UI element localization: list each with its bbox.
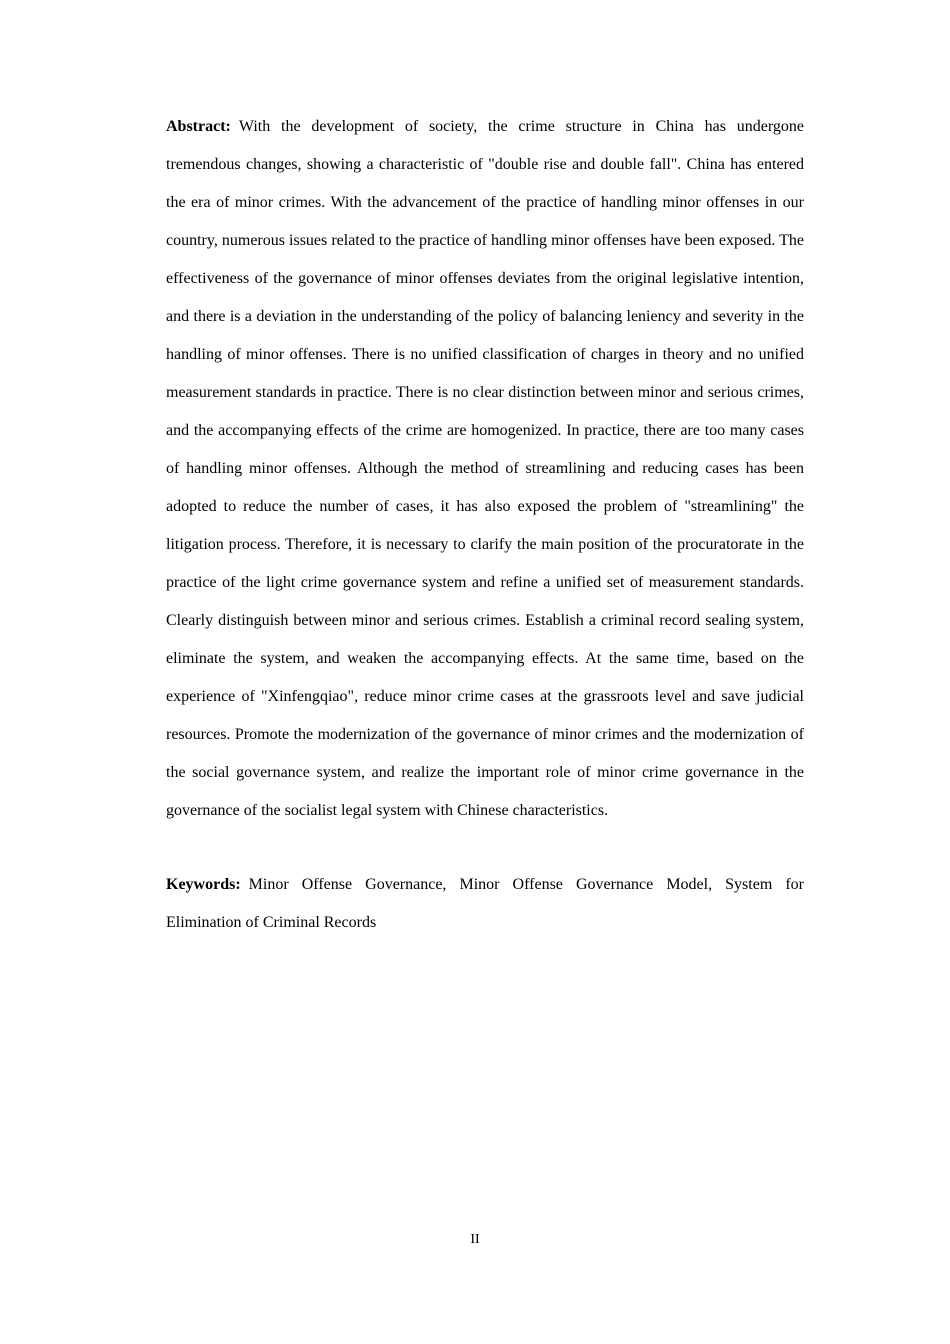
keywords-label: Keywords:: [166, 876, 241, 893]
page-number: II: [470, 1232, 480, 1247]
abstract-text: With the development of society, the crime structure in China has undergone tremendous changes, showing a characteristic of "double rise and double fall". China has entered the era of minor crimes. With the advancement of the practice of handling minor offenses in our country, numerous issues related to the practice of handling minor offenses have been exposed. The effectiveness of the governance of minor offenses deviates from the original legislative intention, and there is a deviation in the understanding of the policy of balancing leniency and severity in the handling of minor offenses. There is no unified classification of charges in theory and no unified measurement standards in practice. There is no clear distinction between minor and serious crimes, and the accompanying effects of the crime are homogenized. In practice, there are too many cases of handling minor offenses. Although the method of streamlining and reducing cases has been adopted to reduce the number of cases, it has also exposed the problem of "streamlining" the litigation process. Therefore, it is necessary to clarify the main position of the procuratorate in the practice of the light crime governance system and refine a unified set of measurement standards. Clearly distinguish between minor and serious crimes. Establish a criminal record sealing system, eliminate the system, and weaken the accompanying effects. At the same time, based on the experience of "Xinfengqiao", reduce minor crime cases at the grassroots level and save judicial resources. Promote the modernization of the governance of minor crimes and the modernization of the social governance system, and realize the important role of minor crime governance in the governance of the socialist legal system with Chinese characteristics.: [166, 118, 804, 819]
keywords-paragraph: [166, 866, 804, 942]
abstract-paragraph: [166, 108, 804, 830]
abstract-label: Abstract:: [166, 118, 231, 135]
keywords-text: Minor Offense Governance, Minor Offense Governance Model, System for Elimination of Criminal Records: [166, 876, 804, 931]
